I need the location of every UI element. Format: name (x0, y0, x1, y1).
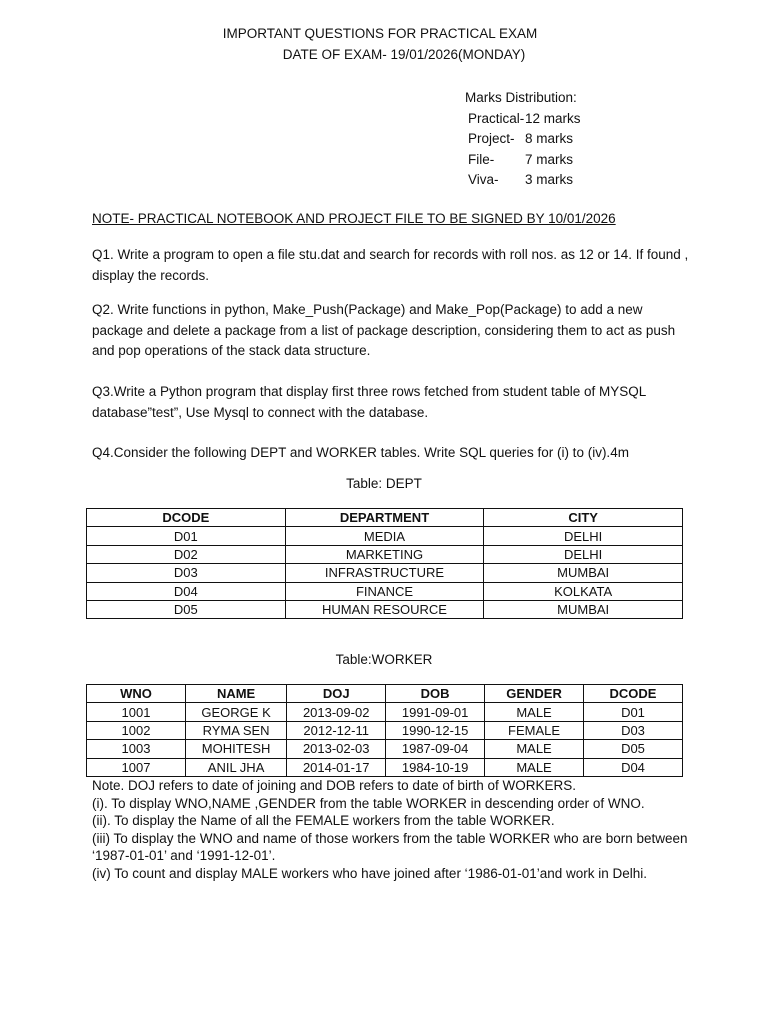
table-cell: 1003 (87, 740, 186, 758)
marks-value: 7 marks (525, 151, 574, 167)
table-cell: 2013-02-03 (287, 740, 386, 758)
footnote-item: (ii). To display the Name of all the FEMALE workers from the table WORKER. (92, 813, 555, 829)
table-cell: INFRASTRUCTURE (285, 564, 484, 582)
table-cell: D02 (87, 545, 286, 563)
table-row (87, 703, 683, 721)
table-row (87, 564, 683, 582)
table-header-row (87, 509, 683, 527)
column-header: CITY (484, 509, 683, 527)
table-cell: ANIL JHA (185, 758, 286, 776)
column-header: DEPARTMENT (285, 509, 484, 527)
table-cell: 2014-01-17 (287, 758, 386, 776)
table-cell: 2012-12-11 (287, 721, 386, 739)
exam-date: DATE OF EXAM- 19/01/2026(MONDAY) (282, 47, 526, 62)
column-header: DCODE (87, 509, 286, 527)
table-cell: D03 (584, 721, 683, 739)
table-cell: MUMBAI (484, 564, 683, 582)
table-cell: 1007 (87, 758, 186, 776)
table-cell: D04 (584, 758, 683, 776)
worker-table-caption: Table:WORKER (335, 652, 433, 667)
table-cell: MALE (485, 703, 584, 721)
marks-item (465, 109, 581, 130)
table-cell: D05 (584, 740, 683, 758)
footnotes (92, 777, 692, 883)
column-header: NAME (185, 685, 286, 703)
marks-label: Viva- (468, 172, 499, 188)
footnote-item: (i). To display WNO,NAME ,GENDER from the table WORKER in descending order of WNO. (92, 795, 645, 811)
column-header: DOB (386, 685, 485, 703)
table-cell: RYMA SEN (185, 721, 286, 739)
marks-value: 12 marks (525, 110, 581, 126)
marks-item (465, 170, 581, 191)
question-2: Q2. Write functions in python, Make_Push(Package) and Make_Pop(Package) to add a new package and delete a package from a list of package description, considering them to act as push and pop operations of the stack data structure. (92, 302, 676, 359)
table-cell: D04 (87, 582, 286, 600)
table-row (87, 740, 683, 758)
footnote-item: Note. DOJ refers to date of joining and DOB refers to date of birth of WORKERS. (92, 778, 576, 793)
signing-note: NOTE- PRACTICAL NOTEBOOK AND PROJECT FILE TO BE SIGNED BY 10/01/2026 (92, 211, 616, 226)
worker-table (86, 684, 683, 777)
table-cell: MEDIA (285, 527, 484, 545)
table-cell: 2013-09-02 (287, 703, 386, 721)
dept-table (86, 508, 683, 619)
table-cell: DELHI (484, 527, 683, 545)
table-cell: DELHI (484, 545, 683, 563)
table-cell: D01 (584, 703, 683, 721)
marks-value: 3 marks (525, 172, 574, 188)
marks-label: File- (468, 151, 495, 167)
marks-distribution (465, 88, 581, 191)
table-row (87, 545, 683, 563)
dept-table-caption: Table: DEPT (346, 476, 422, 491)
marks-label: Project- (468, 131, 515, 147)
question-3: Q3.Write a Python program that display first three rows fetched from student table of MYSQL database”test”, Use Mysql to connect with the database. (92, 384, 646, 420)
table-cell: 1987-09-04 (386, 740, 485, 758)
table-cell: MARKETING (285, 545, 484, 563)
column-header: DCODE (584, 685, 683, 703)
table-cell: MALE (485, 740, 584, 758)
question-1: Q1. Write a program to open a file stu.dat and search for records with roll nos. as 12 or 14. If found , display the records. (92, 247, 689, 283)
marks-item (465, 150, 581, 171)
marks-item (465, 129, 581, 150)
table-cell: D05 (87, 600, 286, 618)
table-cell: 1991-09-01 (386, 703, 485, 721)
table-cell: GEORGE K (185, 703, 286, 721)
marks-heading: Marks Distribution: (465, 90, 577, 105)
table-row (87, 527, 683, 545)
footnote-item: (iii) To display the WNO and name of those workers from the table WORKER who are born between ‘1987-01-01’ and ‘1991-12-01’. (92, 830, 688, 864)
table-header-row (87, 685, 683, 703)
page-title: IMPORTANT QUESTIONS FOR PRACTICAL EXAM (222, 26, 538, 41)
table-cell: 1990-12-15 (386, 721, 485, 739)
question-4: Q4.Consider the following DEPT and WORKER tables. Write SQL queries for (i) to (iv).4m (92, 445, 629, 460)
table-cell: 1984-10-19 (386, 758, 485, 776)
table-cell: D01 (87, 527, 286, 545)
column-header: WNO (87, 685, 186, 703)
table-row (87, 721, 683, 739)
table-row (87, 600, 683, 618)
column-header: GENDER (485, 685, 584, 703)
table-row (87, 758, 683, 776)
marks-label: Practical- (468, 110, 525, 126)
table-cell: KOLKATA (484, 582, 683, 600)
column-header: DOJ (287, 685, 386, 703)
table-cell: 1001 (87, 703, 186, 721)
table-row (87, 582, 683, 600)
table-cell: 1002 (87, 721, 186, 739)
table-cell: MOHITESH (185, 740, 286, 758)
table-cell: MALE (485, 758, 584, 776)
marks-value: 8 marks (525, 131, 574, 147)
table-cell: MUMBAI (484, 600, 683, 618)
table-cell: FEMALE (485, 721, 584, 739)
table-cell: FINANCE (285, 582, 484, 600)
table-cell: D03 (87, 564, 286, 582)
footnote-item: (iv) To count and display MALE workers who have joined after ‘1986-01-01’and work in Delhi. (92, 865, 648, 881)
table-cell: HUMAN RESOURCE (285, 600, 484, 618)
